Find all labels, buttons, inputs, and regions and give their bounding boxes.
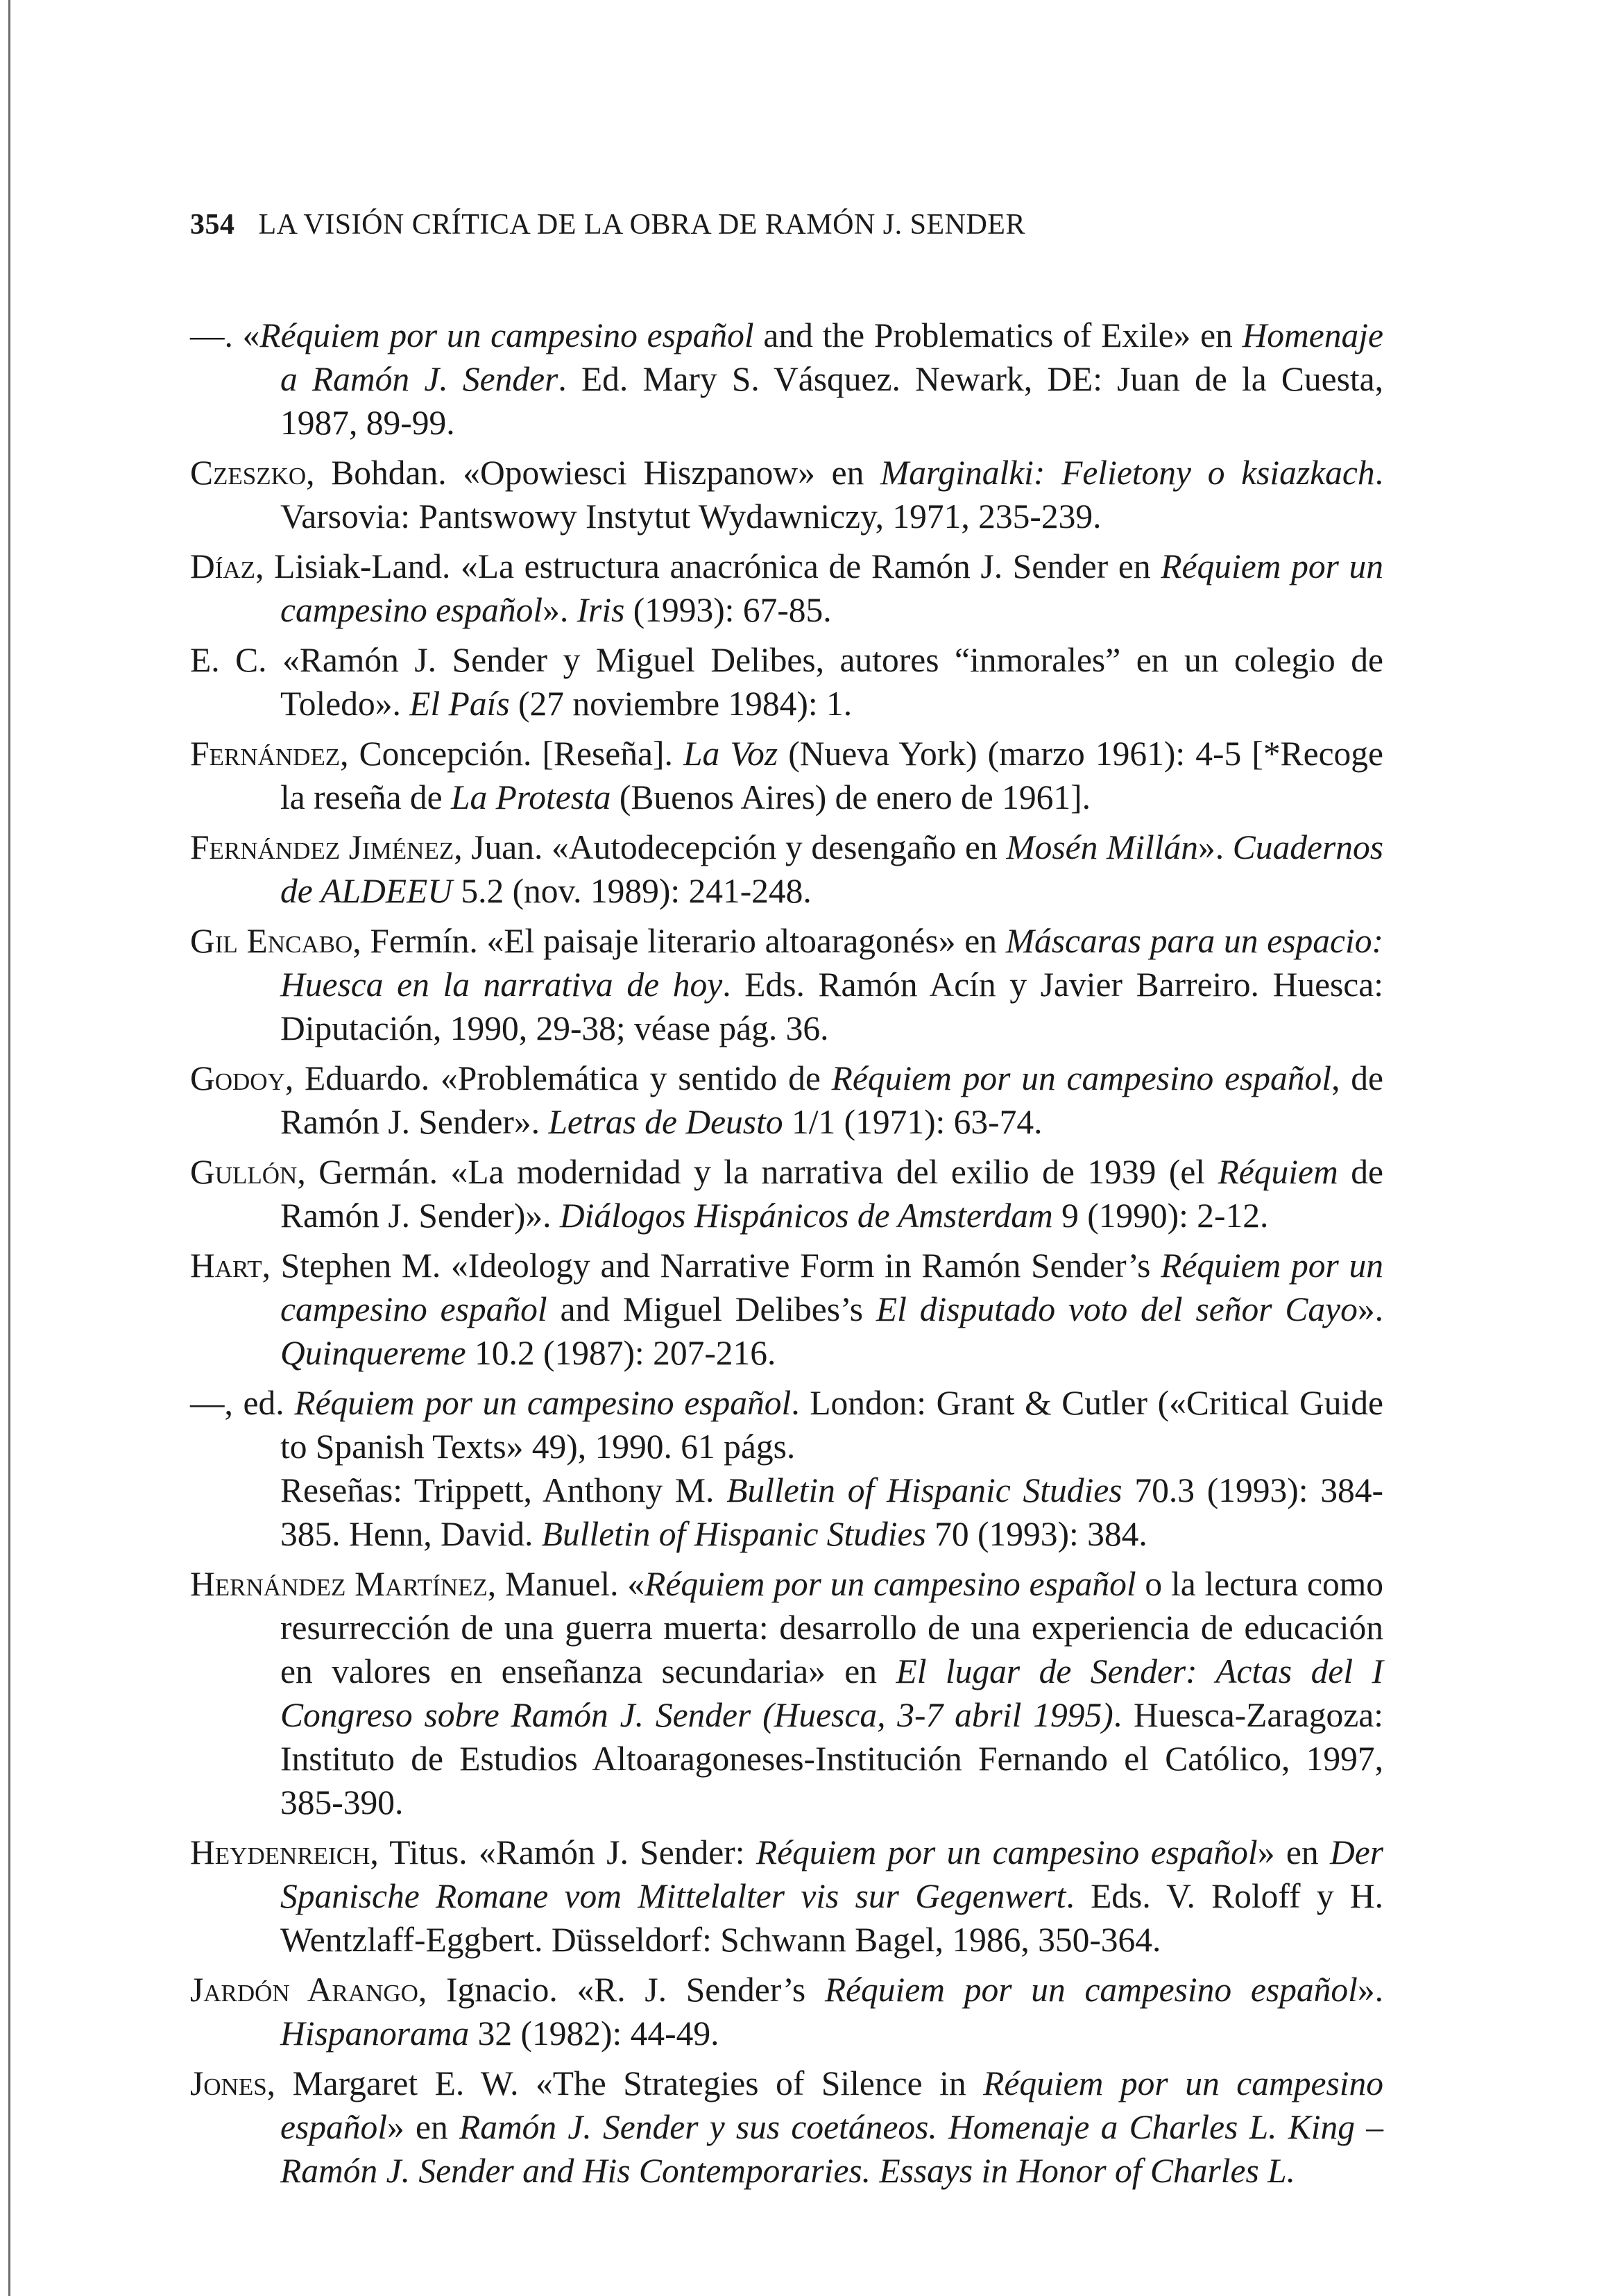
entry-author-surname: Heydenreich [190, 1833, 370, 1871]
entry-text: Reseñas: Trippett, Anthony M. [280, 1471, 727, 1509]
entry-text: ». [1197, 828, 1233, 866]
entry-text: 1/1 (1971): 63-74. [783, 1103, 1043, 1141]
bibliography-entry [190, 1968, 1383, 2055]
entry-italic-title: Réquiem por un campesino español [755, 1833, 1258, 1871]
entry-author-surname: Jones [190, 2064, 267, 2102]
entry-italic-title: Réquiem por un campesino español [831, 1059, 1332, 1097]
page-left-edge-rule [8, 0, 10, 2296]
entry-text: (1993): 67-85. [624, 591, 832, 629]
entry-italic-title: Réquiem por un campesino español [824, 1971, 1358, 2009]
entry-text: , Bohdan. «Opowiesci Hiszpanow» en [306, 454, 881, 492]
entry-italic-title: El País [409, 685, 510, 723]
entry-italic-title: Mosén Millán [1006, 828, 1198, 866]
bibliography-entry [190, 1562, 1383, 1824]
entry-author-surname: Fernández [190, 735, 341, 773]
entry-text: and the Problematics of Exile» en [753, 316, 1243, 354]
entry-text: ». [543, 591, 577, 629]
entry-italic-title: Réquiem por un campesino español [280, 547, 1383, 629]
entry-italic-title: Réquiem [1218, 1153, 1338, 1191]
entry-text: 10.2 (1987): 207-216. [466, 1334, 776, 1372]
entry-text: » en [387, 2108, 459, 2146]
entry-italic-title: Der Spanische Romane vom Mittelalter vis sur Gegenwert [280, 1833, 1383, 1915]
entry-text: , Eduardo. «Problemática y sentido de [284, 1059, 832, 1097]
bibliography-list [190, 314, 1383, 2199]
entry-text: , Concepción. [Reseña]. [340, 735, 683, 773]
entry-italic-title: Réquiem por un campesino español [280, 2064, 1383, 2146]
entry-text: , Margaret E. W. «The Strategies of Silence in [266, 2064, 984, 2102]
entry-text: » en [1257, 1833, 1330, 1871]
bibliography-entry [190, 451, 1383, 538]
entry-text: ». [1357, 1971, 1383, 2009]
entry-author-surname: Jardón Arango [190, 1971, 418, 2009]
entry-text: . Varsovia: Pantswowy Instytut Wydawniczy, 1971, 235-239. [280, 454, 1383, 536]
entry-text: —, ed. [190, 1384, 295, 1422]
entry-author-surname: Godoy [190, 1059, 285, 1097]
entry-italic-title: Letras de Deusto [548, 1103, 783, 1141]
running-header [190, 208, 1025, 241]
entry-text: (Buenos Aires) de enero de 1961]. [611, 778, 1091, 816]
entry-italic-title: El disputado voto del señor Cayo [876, 1290, 1358, 1328]
entry-italic-title: Réquiem por un campesino español [280, 1246, 1383, 1328]
entry-text: o la lectura como resurrección de una guerra muerta: desarrollo de una experiencia de educación en valores en enseñanza secundaria» en [280, 1565, 1383, 1690]
entry-italic-title: Homenaje a Ramón J. Sender [280, 316, 1384, 398]
bibliography-entry [190, 825, 1383, 913]
entry-author-surname: Díaz [190, 547, 256, 585]
entry-italic-title: Bulletin of Hispanic Studies [541, 1515, 926, 1553]
bibliography-entry [190, 314, 1383, 445]
entry-text: de Ramón J. Sender)». [280, 1153, 1383, 1235]
entry-text: 9 (1990): 2-12. [1052, 1197, 1269, 1235]
entry-author-surname: Hernández Martínez [190, 1565, 488, 1603]
entry-text: E. C. «Ramón J. Sender y Miguel Delibes, autores “inmorales” en un colegio de Toledo». [190, 641, 1383, 723]
entry-italic-title: Máscaras para un espacio: Huesca en la narrativa de hoy [280, 922, 1383, 1004]
entry-italic-title: Bulletin of Hispanic Studies [726, 1471, 1122, 1509]
entry-italic-title: Réquiem por un campesino español [259, 316, 754, 354]
entry-author-surname: Hart [190, 1246, 262, 1285]
entry-text: , Manuel. « [487, 1565, 645, 1603]
bibliography-entry [190, 732, 1383, 819]
entry-text: . London: Grant & Cutler («Critical Guide to Spanish Texts» 49), 1990. 61 págs. [280, 1384, 1383, 1466]
entry-text: , Stephen M. «Ideology and Narrative Form in Ramón Sender’s [262, 1246, 1161, 1285]
entry-author-surname: Gullón [190, 1153, 298, 1191]
bibliography-entry [190, 545, 1383, 632]
entry-text: , de Ramón J. Sender». [280, 1059, 1383, 1141]
entry-author-surname: Gil Encabo [190, 922, 353, 960]
entry-text: 70.3 (1993): 384-385. Henn, David. [280, 1471, 1383, 1553]
entry-italic-title: Marginalki: Felietony o ksiazkach [880, 454, 1375, 492]
bibliography-entry [190, 1056, 1383, 1144]
entry-italic-title: Quinquereme [280, 1334, 466, 1372]
bibliography-entry [190, 1381, 1383, 1556]
entry-italic-title: Cuadernos de ALDEEU [280, 828, 1384, 910]
entry-text: 5.2 (nov. 1989): 241-248. [452, 872, 812, 910]
page-number: 354 [190, 209, 235, 241]
entry-text: . Eds. Ramón Acín y Javier Barreiro. Huesca: Diputación, 1990, 29-38; véase pág. 36. [280, 966, 1383, 1047]
entry-text: , Fermín. «El paisaje literario altoaragonés» en [352, 922, 1006, 960]
entry-text: ». [1357, 1290, 1383, 1328]
entry-italic-title: Réquiem por un campesino español [644, 1565, 1136, 1603]
entry-italic-title: Hispanorama [280, 2014, 470, 2053]
bibliography-entry [190, 2062, 1383, 2193]
entry-italic-title: El lugar de Sender: Actas del I Congreso sobre Ramón J. Sender (Huesca, 3-7 abril 1995) [280, 1652, 1383, 1734]
bibliography-entry [190, 638, 1383, 726]
entry-text: , Titus. «Ramón J. Sender: [370, 1833, 756, 1871]
entry-text: and Miguel Delibes’s [547, 1290, 876, 1328]
entry-text: (Nueva York) (marzo 1961): 4-5 [*Recoge la reseña de [280, 735, 1384, 816]
entry-italic-title: Diálogos Hispánicos de Amsterdam [559, 1197, 1053, 1235]
entry-text: , Ignacio. «R. J. Sender’s [418, 1971, 825, 2009]
entry-text: (27 noviembre 1984): 1. [509, 685, 853, 723]
entry-text: 70 (1993): 384. [925, 1515, 1147, 1553]
bibliography-entry [190, 1244, 1383, 1375]
entry-italic-title: La Voz [683, 735, 778, 773]
entry-text: , Juan. «Autodecepción y desengaño en [454, 828, 1007, 866]
entry-italic-title: Réquiem por un campesino español [294, 1384, 792, 1422]
running-title: LA VISIÓN CRÍTICA DE LA OBRA DE RAMÓN J. SENDER [258, 209, 1025, 241]
entry-author-surname: Fernández Jiménez [190, 828, 454, 866]
entry-text: —. « [190, 316, 260, 354]
bibliography-entry [190, 1150, 1383, 1237]
entry-author-surname: Czeszko [190, 454, 307, 492]
entry-text: . Ed. Mary S. Vásquez. Newark, DE: Juan de la Cuesta, 1987, 89-99. [280, 360, 1383, 442]
entry-italic-title: Iris [577, 591, 625, 629]
entry-text: 32 (1982): 44-49. [469, 2014, 719, 2053]
entry-text: , Germán. «La modernidad y la narrativa del exilio de 1939 (el [297, 1153, 1218, 1191]
entry-text: , Lisiak-Land. «La estructura anacrónica de Ramón J. Sender en [255, 547, 1161, 585]
entry-text: . Huesca-Zaragoza: Instituto de Estudios Altoaragoneses-Institución Fernando el Católico, 1997, 385-390. [280, 1696, 1384, 1822]
entry-italic-title: La Protesta [450, 778, 611, 816]
bibliography-entry [190, 919, 1383, 1050]
entry-italic-title: Ramón J. Sender y sus coetáneos. Homenaje a Charles L. King – Ramón J. Sender and His Contemporaries. Essays in Honor of Charles L. [280, 2108, 1383, 2190]
entry-text: . Eds. V. Roloff y H. Wentzlaff-Eggbert. Düsseldorf: Schwann Bagel, 1986, 350-364. [280, 1877, 1383, 1959]
entry-reviews-line [280, 1468, 1383, 1556]
bibliography-entry [190, 1831, 1383, 1962]
